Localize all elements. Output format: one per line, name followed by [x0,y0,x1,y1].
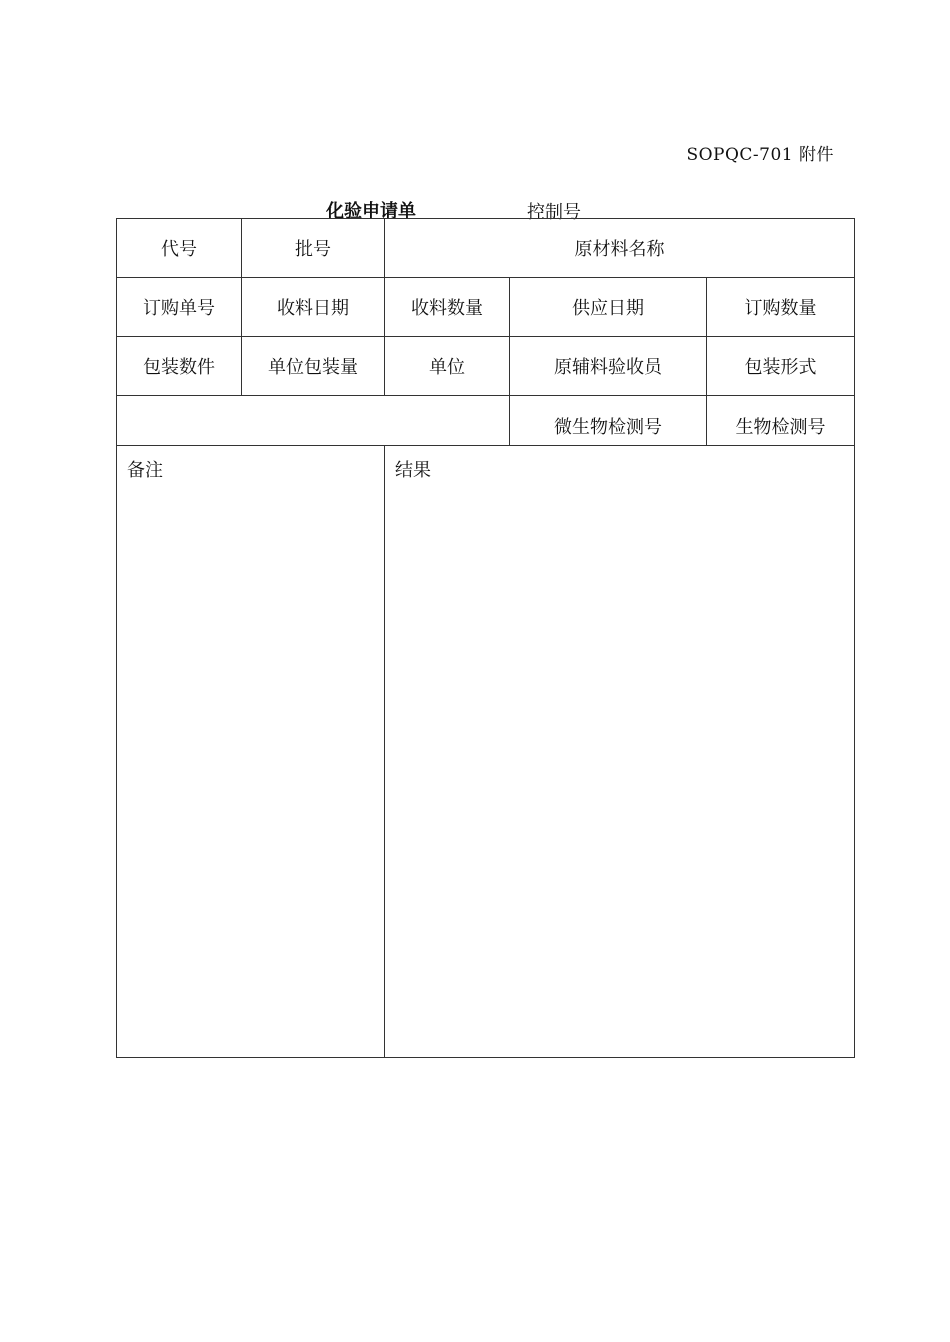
batch-number-cell: 批号 [242,219,385,278]
control-number-label: 控制号 [527,202,581,223]
package-form-cell: 包装形式 [707,337,855,396]
code-cell: 代号 [117,219,242,278]
unit-cell: 单位 [385,337,510,396]
table-row [117,337,855,396]
table-row [117,219,855,278]
table-row [117,278,855,337]
order-number-cell: 订购单号 [117,278,242,337]
microbial-test-number-cell: 微生物检测号 [510,396,707,446]
material-name-cell: 原材料名称 [385,219,855,278]
biological-test-number-cell: 生物检测号 [707,396,855,446]
results-cell [385,446,855,1058]
receipt-quantity-cell: 收料数量 [385,278,510,337]
receipt-date-cell: 收料日期 [242,278,385,337]
remarks-cell [117,446,385,1058]
table-row [117,396,855,446]
blank-cell [117,396,510,446]
document-code: SOPQC-701 附件 [686,145,834,165]
results-label: 结果 [395,460,431,481]
inspector-cell: 原辅料验收员 [510,337,707,396]
unit-package-amount-cell: 单位包装量 [242,337,385,396]
remarks-label: 备注 [127,460,163,481]
package-count-cell: 包装数件 [117,337,242,396]
order-quantity-cell: 订购数量 [707,278,855,337]
form-title: 化验申请单 [326,201,416,222]
request-form-table [116,218,855,1058]
table-row [117,446,855,1058]
supply-date-cell: 供应日期 [510,278,707,337]
